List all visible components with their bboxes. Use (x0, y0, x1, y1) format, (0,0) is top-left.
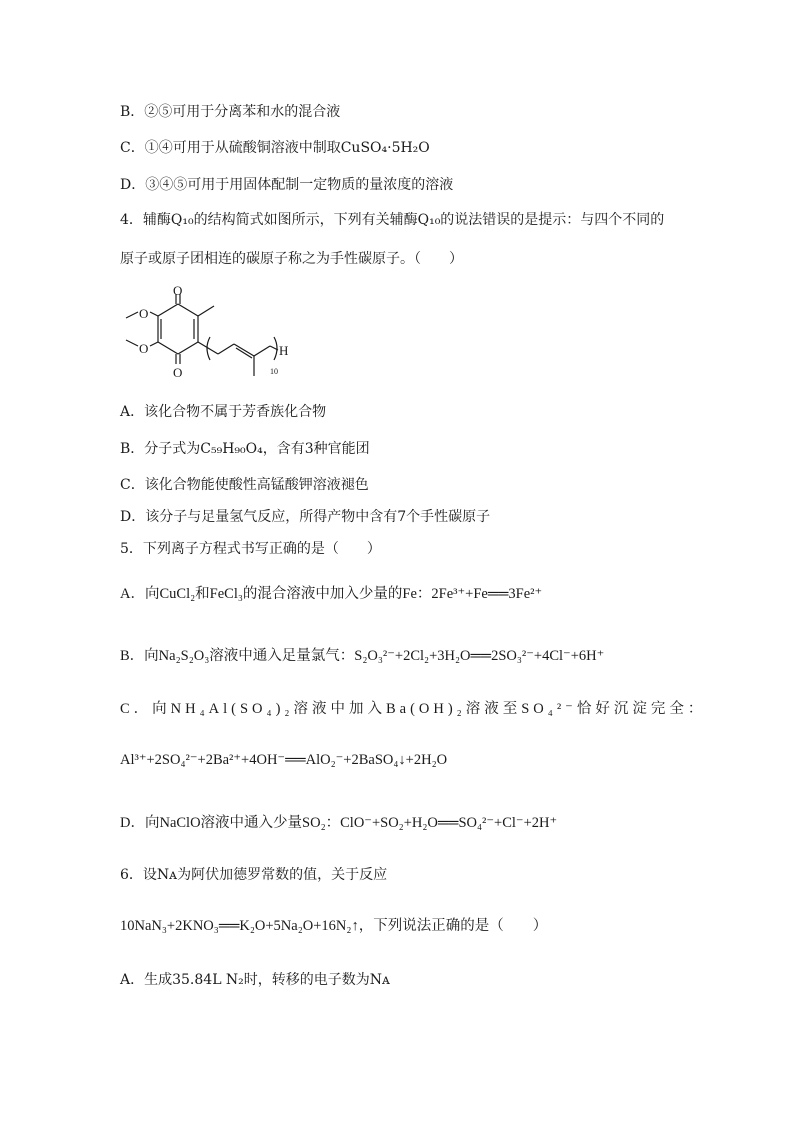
q4-option-a: A．该化合物不属于芳香族化合物 (120, 404, 327, 420)
carbonyl-oxygen-top: O (173, 283, 183, 298)
q5-option-c-line1: C．向NH₄Al(SO₄)₂溶液中加入Ba(OH)₂溶液至SO₄²⁻恰好沉淀完全： (120, 701, 707, 717)
q4-stem-line1: 4．辅酶Q₁₀的结构简式如图所示，下列有关辅酶Q₁₀的说法错误的是提示：与四个不同的 (120, 212, 665, 228)
methoxy-oxygen-2: O (139, 341, 149, 356)
q5-option-d: D．向NaClO溶液中通入少量SO₂：ClO⁻+SO₂+H₂O══SO₄²⁻+Cl⁻+2H⁺ (120, 815, 558, 831)
q5-stem: 5．下列离子方程式书写正确的是（ ） (120, 541, 381, 557)
chain-end-hydrogen: H (279, 343, 289, 358)
q6-stem-line2: 10NaN₃+2KNO₃══K₂O+5Na₂O+16N₂↑，下列说法正确的是（ ） (120, 918, 548, 934)
q4-stem-line2: 原子或原子团相连的碳原子称之为手性碳原子。（ ） (120, 251, 463, 267)
q3-option-d: D．③④⑤可用于用固体配制一定物质的量浓度的溶液 (120, 177, 454, 193)
q5-option-a: A．向CuCl₂和FeCl₃的混合溶液中加入少量的Fe：2Fe³⁺+Fe══3Fe²⁺ (120, 586, 543, 602)
q3-option-c: C．①④可用于从硫酸铜溶液中制取CuSO₄·5H₂O (120, 140, 430, 156)
repeat-count: 10 (270, 367, 278, 376)
q4-option-b: B．分子式为C₅₉H₉₀O₄，含有3种官能团 (120, 441, 370, 457)
coenzyme-q10-structure (118, 282, 318, 392)
q6-stem-line1: 6．设Nᴀ为阿伏加德罗常数的值，关于反应 (120, 867, 388, 883)
methoxy-oxygen-1: O (139, 306, 149, 321)
q4-option-c: C．该化合物能使酸性高锰酸钾溶液褪色 (120, 477, 369, 493)
q5-option-b: B．向Na₂S₂O₃溶液中通入足量氯气：S₂O₃²⁻+2Cl₂+3H₂O══2SO₃²⁻+4Cl⁻+6H⁺ (120, 648, 605, 664)
q6-option-a: A．生成35.84L N₂时，转移的电子数为Nᴀ (120, 972, 390, 988)
q5-option-c-line2: Al³⁺+2SO₄²⁻+2Ba²⁺+4OH⁻══AlO₂⁻+2BaSO₄↓+2H₂O (120, 752, 448, 768)
q4-option-d: D．该分子与足量氢气反应，所得产物中含有7个手性碳原子 (120, 509, 491, 525)
q3-option-b: B．②⑤可用于分离苯和水的混合液 (120, 104, 341, 120)
carbonyl-oxygen-bottom: O (173, 365, 183, 380)
